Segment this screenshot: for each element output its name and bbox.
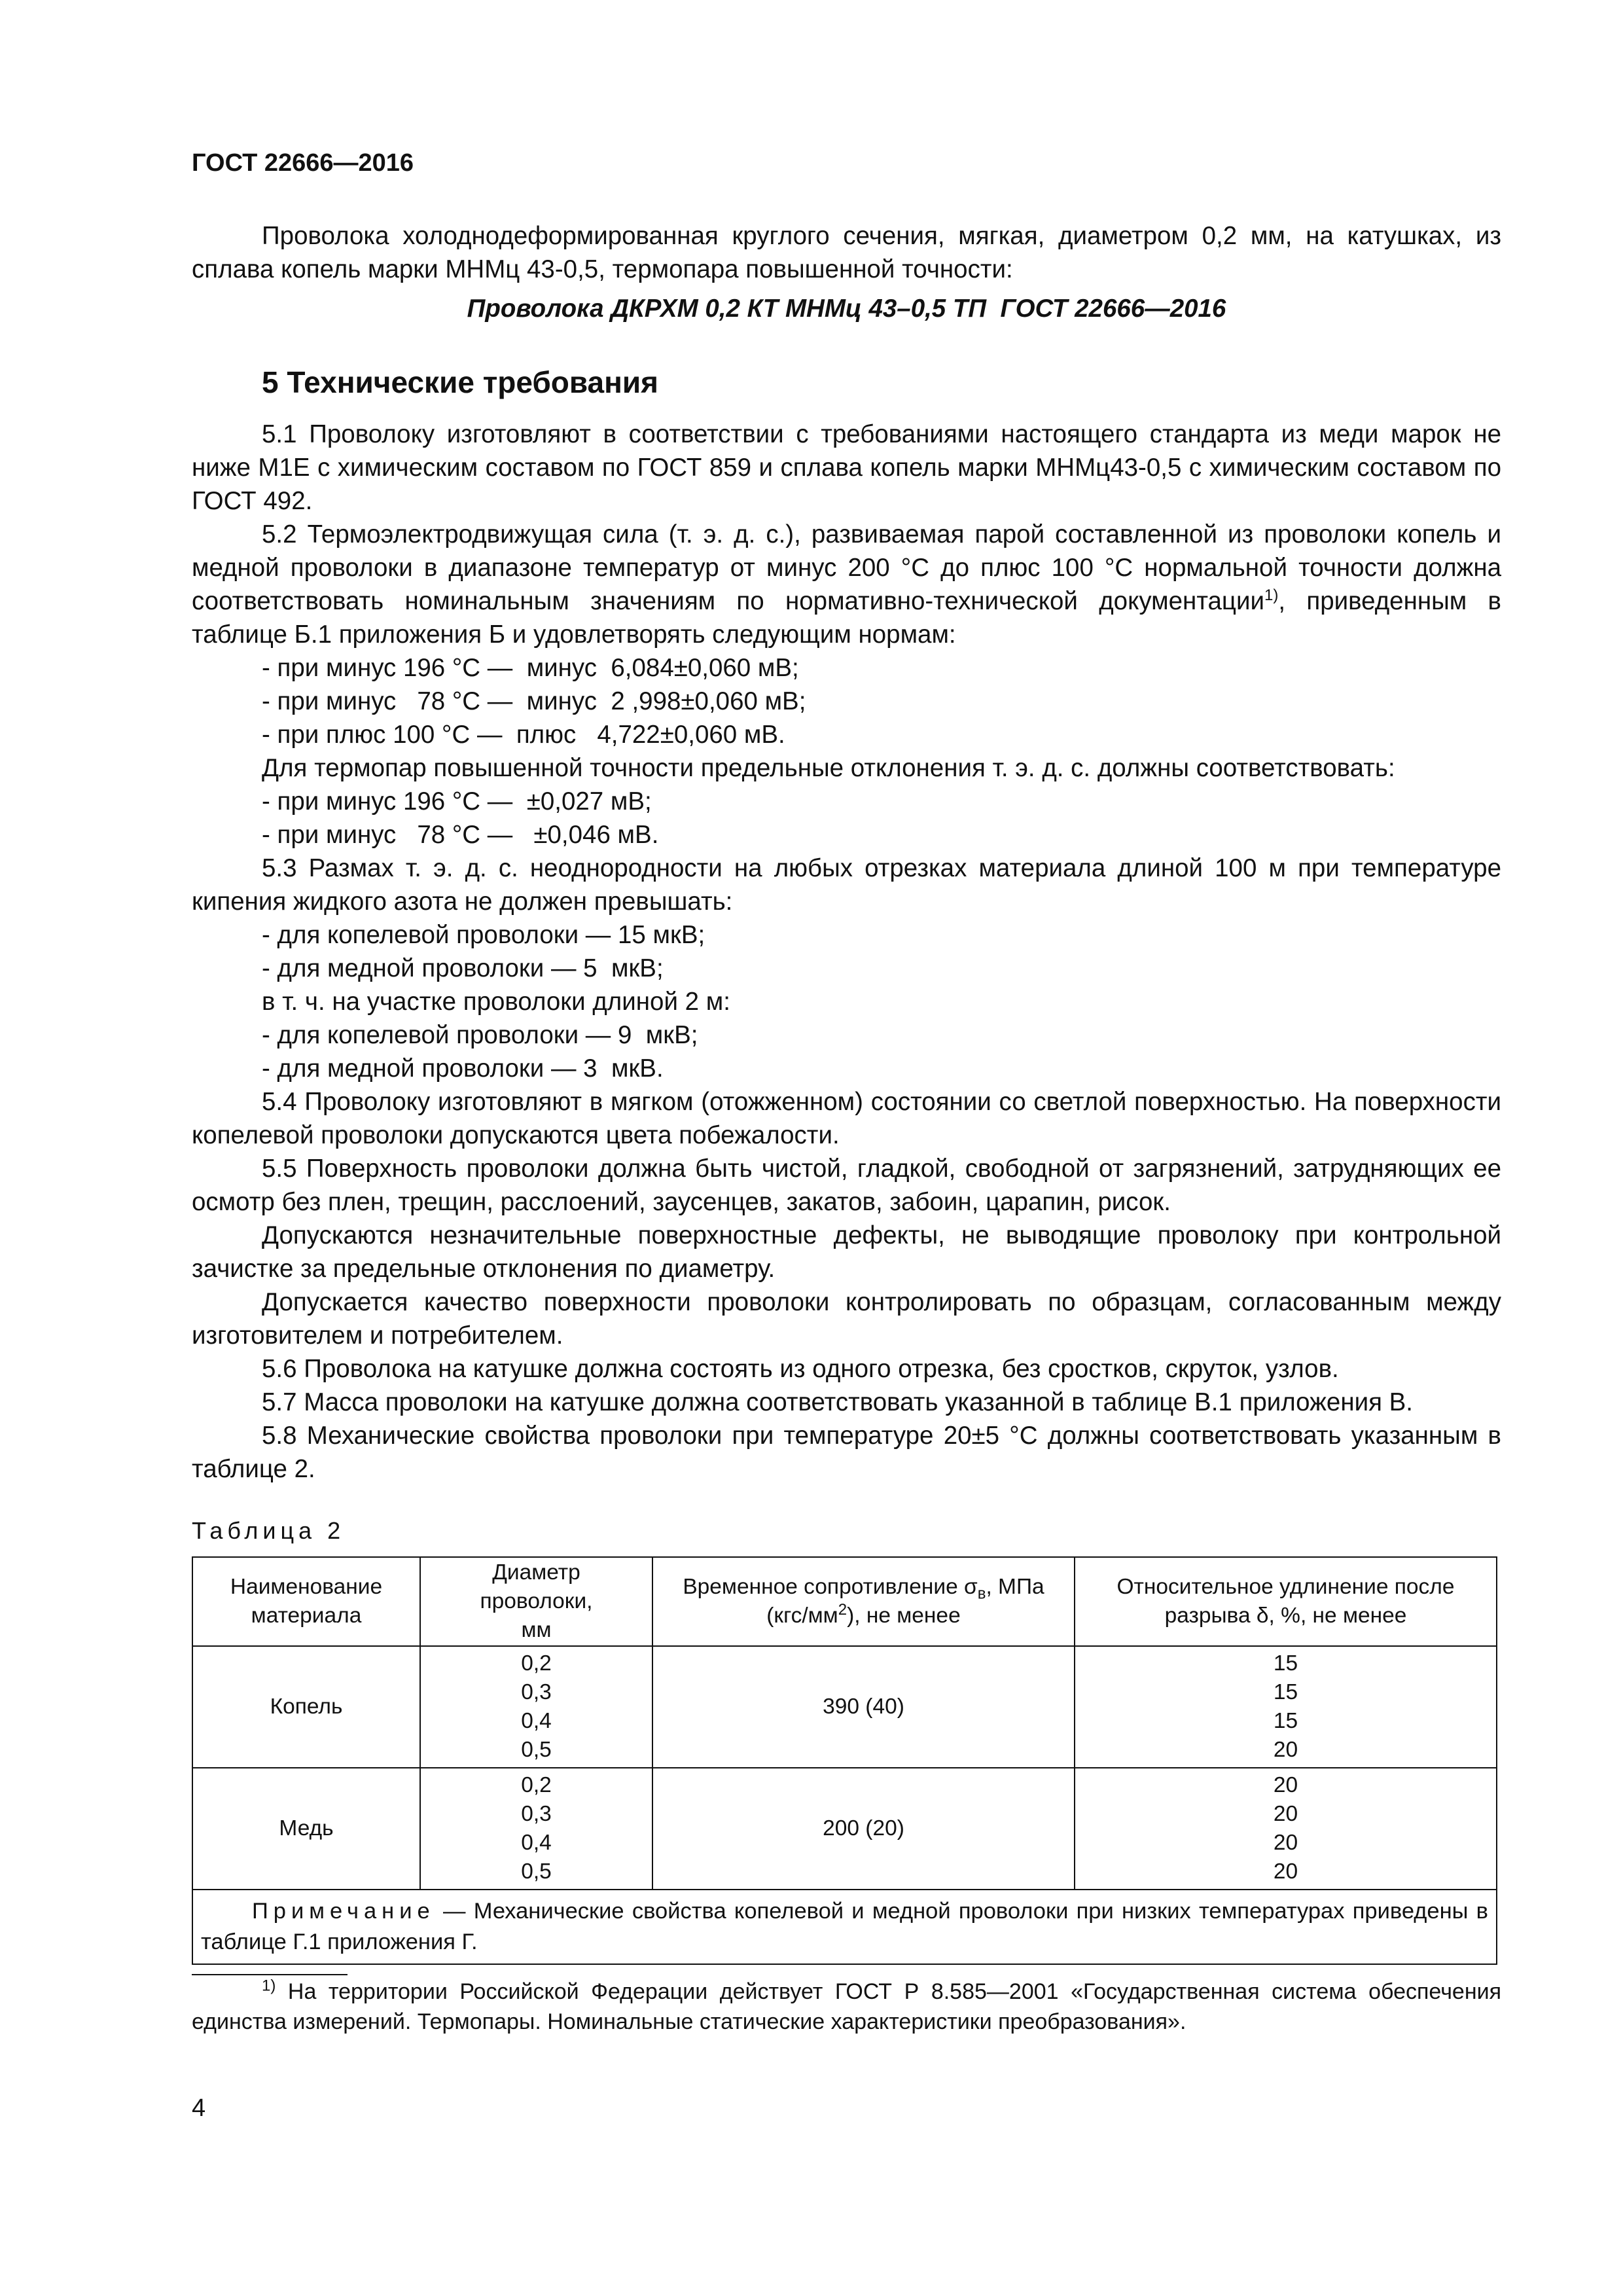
paragraph-precision: Для термопар повышенной точности предельные отклонения т. э. д. с. должны соответствовать:: [262, 754, 1395, 782]
clause-5-8: 5.8 Механические свойства проволоки при температуре 20±5 °C должны соответствовать указанным в таблице 2.: [192, 1422, 1501, 1483]
example-description: Проволока холоднодеформированная круглого сечения, мягкая, диаметром 0,2 мм, на катушках, из сплава копель марки МНМц 43-0,5, термопара повышенной точности:: [192, 222, 1501, 283]
clause-5-5: 5.5 Поверхность проволоки должна быть чистой, гладкой, свободной от загрязнений, затрудняющих ее осмотр без плен, трещин, расслоений, заусенцев, закатов, забоин, царапин, рисок.: [192, 1155, 1501, 1216]
clause-5-2-text-b: , приведенным в таблице Б.1 приложения Б и удовлетворять следующим нормам:: [192, 587, 1501, 649]
list-item: - при плюс 100 °C — плюс 4,722±0,060 мВ.: [262, 721, 785, 749]
list-item: - при минус 78 °C — минус 2 ,998±0,060 мВ;: [262, 687, 806, 715]
table-caption: Таблица 2: [192, 1517, 346, 1544]
paragraph-segment: в т. ч. на участке проволоки длиной 2 м:: [262, 988, 730, 1016]
footnote-divider: [192, 1974, 348, 1975]
cell-elongation: 15 15 15 20: [1075, 1646, 1497, 1768]
header-material: Наименование материала: [192, 1557, 420, 1646]
footnote-mark: 1): [262, 1977, 276, 1995]
example-designation: Проволока ДКРХМ 0,2 КТ МНМц 43–0,5 ТП ГОСТ 22666—2016: [467, 295, 1226, 323]
list-item: - для медной проволоки — 5 мкВ;: [262, 954, 664, 982]
table-note: [192, 1890, 1497, 1964]
clause-5-7: 5.7 Масса проволоки на катушке должна соответствовать указанной в таблице В.1 приложения В.: [262, 1388, 1414, 1416]
footnote: [192, 1977, 1501, 2037]
clause-5-2: [192, 518, 1501, 651]
list-item: - при минус 78 °C — ±0,046 мВ.: [262, 821, 659, 849]
note-text: — Механические свойства копелевой и медной проволоки при низких температурах приведены в таблице Г.1 приложения Г.: [201, 1899, 1488, 1954]
cell-diameters: 0,2 0,3 0,4 0,5: [420, 1646, 652, 1768]
table-row: [192, 1768, 1497, 1890]
cell-diameters: 0,2 0,3 0,4 0,5: [420, 1768, 652, 1890]
clause-5-4: 5.4 Проволоку изготовляют в мягком (отожженном) состоянии со светлой поверхностью. На поверхности копелевой проволоки допускаются цвета побежалости.: [192, 1088, 1501, 1149]
header-strength: Временное сопротивление $\sigma_в$, МПа $(кгс/мм^2)$, не менее: [652, 1557, 1075, 1646]
header-diameter: Диаметр проволоки, мм: [420, 1557, 652, 1646]
cell-material: Копель: [192, 1646, 420, 1768]
list-item: - при минус 196 °C — ±0,027 мВ;: [262, 787, 652, 816]
clause-5-1: 5.1 Проволоку изготовляют в соответствии с требованиями настоящего стандарта из меди марок не ниже М1Е с химическим составом по ГОСТ 859 и сплава копель марки МНМц43-0,5 с химическим составом по ГОСТ 492.: [192, 420, 1501, 515]
clause-5-2-text-a: 5.2 Термоэлектродвижущая сила (т. э. д. с.), развиваемая парой составленной из проволоки копель и медной проволоки в диапазоне температур от минус 200 °C до плюс 100 °C нормальной точности должна соответствовать номинальным значениям по нормативно-технической документации: [192, 520, 1501, 615]
table-header-row: [192, 1557, 1497, 1646]
clause-5-6: 5.6 Проволока на катушке должна состоять из одного отрезка, без сростков, скруток, узлов.: [262, 1355, 1339, 1383]
table-row: [192, 1646, 1497, 1768]
paragraph-samples: Допускается качество поверхности проволоки контролировать по образцам, согласованным между изготовителем и потребителем.: [192, 1288, 1501, 1350]
list-item: - для копелевой проволоки — 15 мкВ;: [262, 921, 705, 949]
cell-strength: 200 (20): [652, 1768, 1075, 1890]
document-header: ГОСТ 22666—2016: [192, 149, 414, 177]
footnote-text: На территории Российской Федерации действует ГОСТ Р 8.585—2001 «Государственная система обеспечения единства измерений. Термопары. Номинальные статические характеристики преобразования».: [192, 1979, 1501, 2034]
page-content: [192, 219, 1501, 2037]
footnote-ref: 1): [1264, 586, 1279, 605]
table-note-row: [192, 1890, 1497, 1964]
paragraph-defects: Допускаются незначительные поверхностные дефекты, не выводящие проволоку при контрольной зачистке за предельные отклонения по диаметру.: [192, 1221, 1501, 1283]
cell-strength: 390 (40): [652, 1646, 1075, 1768]
clause-5-3: 5.3 Размах т. э. д. с. неоднородности на любых отрезках материала длиной 100 м при температуре кипения жидкого азота не должен превышать:: [192, 854, 1501, 916]
list-item: - для медной проволоки — 3 мкВ.: [262, 1054, 664, 1083]
mechanical-properties-table: [192, 1556, 1497, 1965]
cell-elongation: 20 20 20 20: [1075, 1768, 1497, 1890]
page-number: 4: [192, 2094, 206, 2122]
note-label: Примечание: [252, 1899, 435, 1924]
cell-material: Медь: [192, 1768, 420, 1890]
list-item: - при минус 196 °C — минус 6,084±0,060 мВ;: [262, 654, 799, 682]
header-elongation: Относительное удлинение после разрыва δ, %, не менее: [1075, 1557, 1497, 1646]
section-title: 5 Технические требования: [262, 365, 658, 399]
list-item: - для копелевой проволоки — 9 мкВ;: [262, 1021, 698, 1049]
